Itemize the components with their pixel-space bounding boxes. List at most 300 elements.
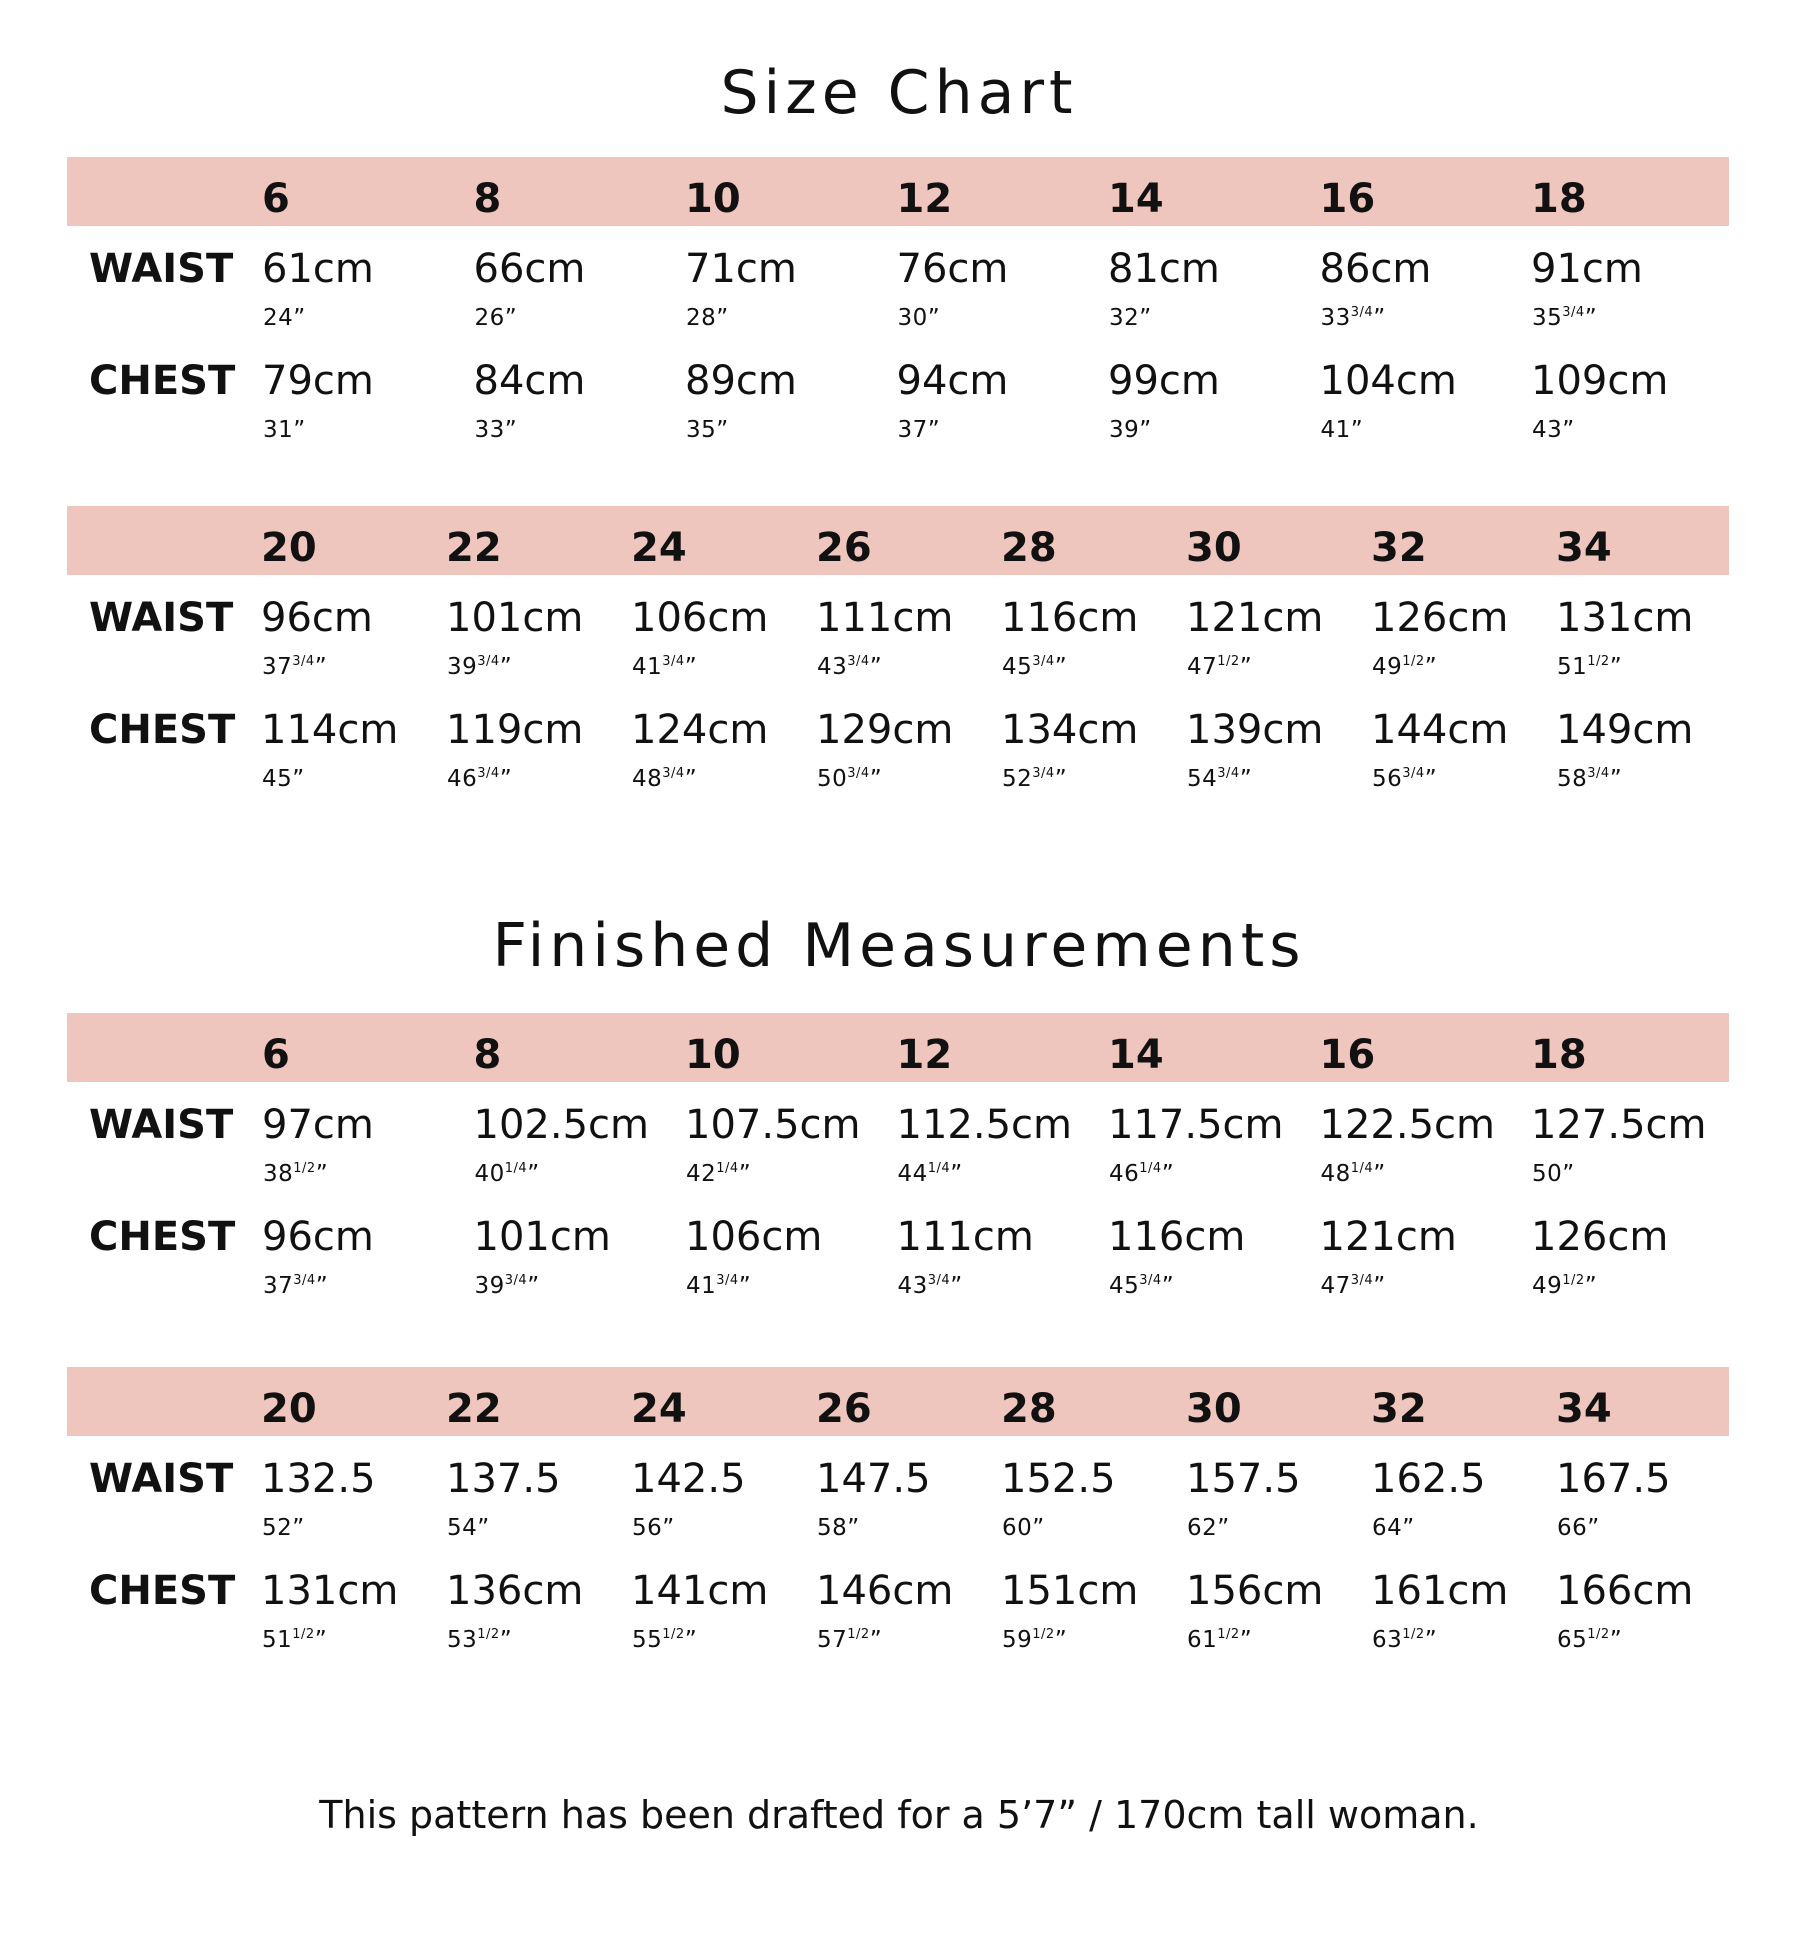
waist-cm-value: 121cm — [1186, 595, 1324, 641]
size-label: 14 — [1108, 1032, 1164, 1078]
size-label: 32 — [1371, 1386, 1427, 1432]
chest-inch-value — [1372, 1629, 1437, 1652]
size-chart-table-2 — [67, 506, 1729, 806]
waist-cm-value: 162.5 — [1371, 1456, 1486, 1502]
waist-cm-value: 111cm — [816, 595, 954, 641]
inch-mark: ” — [1424, 1627, 1438, 1653]
inch-mark: ” — [1402, 1515, 1415, 1541]
size-label: 34 — [1556, 525, 1612, 571]
waist-cm-value: 107.5cm — [685, 1102, 861, 1148]
inch-mark: ” — [1350, 417, 1364, 443]
waist-cm-value: 81cm — [1108, 246, 1220, 292]
chest-inch-value — [686, 419, 729, 442]
inch-fraction: 1/2 — [1562, 1273, 1585, 1288]
inch-fraction: 3/4 — [1350, 305, 1374, 320]
waist-label: WAIST — [89, 1102, 234, 1148]
inch-fraction: 3/4 — [292, 654, 315, 669]
chest-cm-value: 146cm — [816, 1568, 954, 1614]
inch-whole: 38 — [263, 1161, 294, 1187]
inch-whole: 41 — [632, 654, 663, 680]
inch-whole: 48 — [1320, 1161, 1351, 1187]
waist-inch-value — [1372, 656, 1437, 679]
waist-cm-value: 102.5cm — [473, 1102, 649, 1148]
size-label: 20 — [261, 1386, 317, 1432]
chest-cm-value: 156cm — [1186, 1568, 1324, 1614]
inch-fraction: 3/4 — [1587, 766, 1610, 781]
waist-inch-value — [1557, 656, 1622, 679]
waist-inch-value — [632, 656, 697, 679]
size-label: 12 — [896, 176, 953, 222]
inch-whole: 48 — [632, 766, 663, 792]
inch-whole: 56 — [1372, 766, 1403, 792]
inch-mark: ” — [504, 417, 518, 443]
inch-whole: 45 — [1109, 1273, 1140, 1299]
size-label: 16 — [1319, 176, 1376, 222]
waist-inch-value — [1109, 1163, 1174, 1186]
inch-whole: 46 — [1109, 1161, 1140, 1187]
waist-cm-value: 91cm — [1531, 246, 1643, 292]
size-label: 32 — [1371, 525, 1427, 571]
chest-cm-value: 149cm — [1556, 707, 1694, 753]
inch-whole: 49 — [1372, 654, 1403, 680]
inch-whole: 39 — [474, 1273, 505, 1299]
inch-mark: ” — [716, 417, 729, 443]
inch-mark: ” — [1609, 654, 1623, 680]
inch-whole: 35 — [686, 417, 717, 443]
inch-mark: ” — [1032, 1515, 1045, 1541]
inch-mark: ” — [1587, 1515, 1600, 1541]
inch-fraction: 1/2 — [1402, 1627, 1425, 1642]
inch-whole: 61 — [1187, 1627, 1218, 1653]
chest-cm-value: 101cm — [473, 1214, 611, 1260]
inch-mark: ” — [1139, 417, 1152, 443]
inch-mark: ” — [950, 1273, 963, 1299]
inch-fraction: 1/2 — [1217, 654, 1240, 669]
inch-whole: 45 — [262, 766, 293, 792]
inch-whole: 26 — [474, 305, 505, 331]
waist-cm-value: 71cm — [685, 246, 797, 292]
inch-fraction: 3/4 — [477, 766, 500, 781]
chest-inch-value — [1109, 419, 1152, 442]
inch-fraction: 1/2 — [1032, 1627, 1055, 1642]
waist-inch-value — [1321, 307, 1386, 330]
inch-whole: 54 — [447, 1515, 478, 1541]
waist-cm-value: 116cm — [1001, 595, 1139, 641]
inch-fraction: 1/2 — [293, 1161, 316, 1176]
inch-whole: 51 — [262, 1627, 293, 1653]
chest-inch-value — [262, 1629, 327, 1652]
waist-cm-value: 117.5cm — [1108, 1102, 1284, 1148]
waist-cm-value: 127.5cm — [1531, 1102, 1707, 1148]
waist-cm-value: 86cm — [1319, 246, 1432, 292]
size-label: 30 — [1186, 525, 1242, 571]
chest-inch-value — [262, 768, 305, 791]
size-chart-table-1 — [67, 157, 1729, 457]
inch-fraction: 1/2 — [292, 1627, 315, 1642]
chest-inch-value — [475, 419, 518, 442]
chest-cm-value: 166cm — [1556, 1568, 1694, 1614]
chest-inch-value — [1557, 768, 1622, 791]
waist-inch-value — [1187, 656, 1252, 679]
inch-whole: 50 — [817, 766, 848, 792]
inch-mark: ” — [1373, 1161, 1386, 1187]
chest-cm-value: 106cm — [685, 1214, 823, 1260]
size-label: 22 — [446, 1386, 502, 1432]
inch-mark: ” — [1424, 766, 1438, 792]
inch-whole: 54 — [1187, 766, 1218, 792]
size-label: 18 — [1531, 176, 1587, 222]
chest-cm-value: 131cm — [261, 1568, 399, 1614]
inch-fraction: 1/4 — [927, 1161, 951, 1176]
inch-mark: ” — [738, 1273, 752, 1299]
waist-cm-value: 96cm — [261, 595, 373, 641]
inch-mark: ” — [927, 417, 941, 443]
size-label: 22 — [446, 525, 502, 571]
inch-mark: ” — [314, 654, 328, 680]
inch-whole: 46 — [447, 766, 478, 792]
inch-mark: ” — [1161, 1161, 1175, 1187]
inch-mark: ” — [684, 766, 698, 792]
chest-inch-value — [632, 768, 697, 791]
inch-whole: 52 — [262, 1515, 293, 1541]
chest-inch-value — [632, 1629, 697, 1652]
waist-cm-value: 132.5 — [261, 1456, 376, 1502]
inch-whole: 37 — [897, 417, 928, 443]
inch-mark: ” — [1584, 1273, 1598, 1299]
size-label: 28 — [1001, 1386, 1057, 1432]
waist-cm-value: 61cm — [262, 246, 374, 292]
inch-fraction: 1/2 — [662, 1627, 685, 1642]
inch-whole: 24 — [263, 305, 294, 331]
inch-whole: 39 — [447, 654, 478, 680]
inch-fraction: 3/4 — [1032, 654, 1055, 669]
chest-cm-value: 151cm — [1001, 1568, 1139, 1614]
inch-mark: ” — [292, 766, 305, 792]
size-label: 34 — [1556, 1386, 1612, 1432]
chest-cm-value: 104cm — [1319, 358, 1457, 404]
waist-inch-value — [475, 307, 518, 330]
waist-inch-value — [1321, 1163, 1386, 1186]
chest-cm-value: 124cm — [631, 707, 769, 753]
finished-measurements-title: Finished Measurements — [492, 911, 1306, 981]
chest-cm-value: 79cm — [262, 358, 374, 404]
inch-mark: ” — [869, 1627, 883, 1653]
inch-whole: 49 — [1532, 1273, 1563, 1299]
inch-fraction: 3/4 — [1562, 305, 1585, 320]
size-label: 6 — [262, 176, 290, 222]
inch-mark: ” — [684, 1627, 698, 1653]
chest-inch-value — [475, 1275, 540, 1298]
inch-fraction: 3/4 — [847, 766, 870, 781]
inch-fraction: 3/4 — [847, 654, 870, 669]
chest-cm-value: 134cm — [1001, 707, 1139, 753]
waist-inch-value — [686, 1163, 751, 1186]
inch-whole: 45 — [1002, 654, 1033, 680]
waist-cm-value: 152.5 — [1001, 1456, 1116, 1502]
inch-whole: 37 — [263, 1273, 294, 1299]
waist-cm-value: 106cm — [631, 595, 769, 641]
waist-cm-value: 76cm — [896, 246, 1009, 292]
inch-fraction: 3/4 — [477, 654, 500, 669]
inch-whole: 39 — [1109, 417, 1140, 443]
inch-mark: ” — [292, 1515, 305, 1541]
size-label: 26 — [816, 525, 872, 571]
footnote-text: This pattern has been drafted for a 5’7” / 170cm tall woman. — [319, 1793, 1479, 1837]
inch-mark: ” — [1562, 417, 1575, 443]
inch-whole: 47 — [1187, 654, 1218, 680]
waist-inch-value — [817, 1517, 860, 1540]
size-label: 30 — [1186, 1386, 1242, 1432]
inch-mark: ” — [504, 305, 518, 331]
chest-inch-value — [447, 768, 512, 791]
inch-fraction: 3/4 — [1402, 766, 1425, 781]
waist-inch-value — [1002, 1517, 1045, 1540]
inch-fraction: 3/4 — [1139, 1273, 1162, 1288]
waist-label: WAIST — [89, 595, 234, 641]
chest-label: CHEST — [89, 1214, 236, 1260]
chest-cm-value: 99cm — [1108, 358, 1220, 404]
inch-mark: ” — [293, 305, 306, 331]
waist-inch-value — [262, 1517, 305, 1540]
waist-cm-value: 131cm — [1556, 595, 1694, 641]
chest-inch-value — [898, 419, 941, 442]
finished-measurements-table-1 — [67, 1013, 1729, 1313]
waist-inch-value — [1532, 1163, 1575, 1186]
size-chart-title: Size Chart — [720, 58, 1078, 128]
inch-fraction: 3/4 — [1032, 766, 1055, 781]
size-label: 26 — [816, 1386, 872, 1432]
chest-cm-value: 144cm — [1371, 707, 1509, 753]
inch-fraction: 3/4 — [662, 654, 685, 669]
waist-inch-value — [447, 1517, 490, 1540]
inch-whole: 51 — [1557, 654, 1588, 680]
chest-inch-value — [1372, 768, 1437, 791]
size-label: 28 — [1001, 525, 1057, 571]
inch-mark: ” — [1609, 766, 1623, 792]
inch-whole: 40 — [474, 1161, 505, 1187]
waist-cm-value: 101cm — [446, 595, 584, 641]
chest-cm-value: 136cm — [446, 1568, 584, 1614]
inch-mark: ” — [869, 766, 883, 792]
size-label: 8 — [473, 176, 502, 222]
chest-cm-value: 116cm — [1108, 1214, 1246, 1260]
inch-mark: ” — [1054, 654, 1068, 680]
chest-cm-value: 129cm — [816, 707, 954, 753]
waist-cm-value: 157.5 — [1186, 1456, 1301, 1502]
inch-mark: ” — [1373, 305, 1386, 331]
inch-mark: ” — [1584, 305, 1598, 331]
inch-fraction: 3/4 — [504, 1273, 528, 1288]
inch-mark: ” — [684, 654, 698, 680]
size-label: 10 — [685, 176, 741, 222]
chest-inch-value — [1109, 1275, 1174, 1298]
inch-mark: ” — [662, 1515, 675, 1541]
waist-cm-value: 122.5cm — [1319, 1102, 1495, 1148]
waist-cm-value: 147.5 — [816, 1456, 931, 1502]
inch-whole: 31 — [263, 417, 294, 443]
chest-inch-value — [1002, 1629, 1067, 1652]
inch-fraction: 1/4 — [1350, 1161, 1374, 1176]
inch-mark: ” — [1161, 1273, 1175, 1299]
chest-inch-value — [1532, 419, 1575, 442]
inch-whole: 57 — [817, 1627, 848, 1653]
waist-inch-value — [898, 1163, 963, 1186]
inch-whole: 58 — [817, 1515, 848, 1541]
inch-mark: ” — [1239, 766, 1253, 792]
inch-whole: 41 — [686, 1273, 717, 1299]
chest-cm-value: 111cm — [896, 1214, 1034, 1260]
inch-mark: ” — [847, 1515, 860, 1541]
chest-inch-value — [898, 1275, 963, 1298]
waist-inch-value — [447, 656, 512, 679]
chest-cm-value: 84cm — [473, 358, 586, 404]
chest-inch-value — [1557, 1629, 1622, 1652]
chest-label: CHEST — [89, 707, 236, 753]
inch-whole: 53 — [447, 1627, 478, 1653]
chest-inch-value — [263, 419, 306, 442]
waist-inch-value — [632, 1517, 675, 1540]
inch-mark: ” — [1054, 1627, 1068, 1653]
inch-whole: 32 — [1109, 305, 1140, 331]
inch-mark: ” — [527, 1161, 540, 1187]
inch-mark: ” — [499, 654, 513, 680]
inch-whole: 30 — [897, 305, 928, 331]
chest-inch-value — [1321, 419, 1364, 442]
chest-cm-value: 89cm — [685, 358, 797, 404]
inch-fraction: 3/4 — [927, 1273, 951, 1288]
chest-cm-value: 109cm — [1531, 358, 1669, 404]
waist-cm-value: 142.5 — [631, 1456, 746, 1502]
waist-label: WAIST — [89, 246, 234, 292]
waist-cm-value: 112.5cm — [896, 1102, 1072, 1148]
inch-mark: ” — [1239, 654, 1253, 680]
inch-mark: ” — [1562, 1161, 1575, 1187]
inch-mark: ” — [869, 654, 883, 680]
inch-fraction: 1/2 — [1217, 1627, 1240, 1642]
size-label: 14 — [1108, 176, 1164, 222]
inch-whole: 58 — [1557, 766, 1588, 792]
inch-mark: ” — [315, 1161, 329, 1187]
inch-mark: ” — [499, 1627, 513, 1653]
inch-mark: ” — [716, 305, 729, 331]
inch-whole: 37 — [262, 654, 293, 680]
inch-mark: ” — [1239, 1627, 1253, 1653]
inch-fraction: 3/4 — [1217, 766, 1240, 781]
inch-mark: ” — [1139, 305, 1152, 331]
inch-whole: 43 — [897, 1273, 928, 1299]
chest-cm-value: 94cm — [896, 358, 1009, 404]
inch-fraction: 3/4 — [662, 766, 685, 781]
inch-whole: 62 — [1187, 1515, 1218, 1541]
inch-whole: 43 — [817, 654, 848, 680]
inch-mark: ” — [1054, 766, 1068, 792]
waist-cm-value: 97cm — [262, 1102, 374, 1148]
size-label: 6 — [262, 1032, 290, 1078]
inch-fraction: 3/4 — [1350, 1273, 1374, 1288]
inch-whole: 60 — [1002, 1515, 1033, 1541]
waist-inch-value — [1109, 307, 1152, 330]
chest-cm-value: 96cm — [262, 1214, 374, 1260]
size-label: 12 — [896, 1032, 953, 1078]
inch-whole: 44 — [897, 1161, 928, 1187]
inch-mark: ” — [477, 1515, 490, 1541]
waist-inch-value — [1557, 1517, 1600, 1540]
size-label: 18 — [1531, 1032, 1587, 1078]
waist-inch-value — [475, 1163, 540, 1186]
waist-inch-value — [1002, 656, 1067, 679]
inch-mark: ” — [738, 1161, 752, 1187]
waist-inch-value — [1187, 1517, 1230, 1540]
inch-fraction: 3/4 — [716, 1273, 739, 1288]
chest-inch-value — [1532, 1275, 1597, 1298]
waist-cm-value: 167.5 — [1556, 1456, 1671, 1502]
waist-inch-value — [1532, 307, 1597, 330]
inch-whole: 47 — [1320, 1273, 1351, 1299]
waist-inch-value — [262, 656, 327, 679]
chest-cm-value: 121cm — [1319, 1214, 1457, 1260]
chest-inch-value — [1187, 1629, 1252, 1652]
inch-whole: 50 — [1532, 1161, 1563, 1187]
chest-inch-value — [1321, 1275, 1386, 1298]
waist-label: WAIST — [89, 1456, 234, 1502]
chest-label: CHEST — [89, 1568, 236, 1614]
inch-fraction: 3/4 — [293, 1273, 316, 1288]
size-label: 8 — [473, 1032, 502, 1078]
size-label: 24 — [631, 1386, 687, 1432]
inch-whole: 43 — [1532, 417, 1563, 443]
inch-fraction: 1/4 — [1139, 1161, 1162, 1176]
inch-whole: 65 — [1557, 1627, 1588, 1653]
size-label: 24 — [631, 525, 687, 571]
inch-whole: 66 — [1557, 1515, 1588, 1541]
chest-cm-value: 161cm — [1371, 1568, 1509, 1614]
waist-inch-value — [1372, 1517, 1415, 1540]
inch-mark: ” — [527, 1273, 540, 1299]
inch-whole: 55 — [632, 1627, 663, 1653]
waist-inch-value — [898, 307, 941, 330]
inch-mark: ” — [1424, 654, 1438, 680]
inch-whole: 42 — [686, 1161, 717, 1187]
inch-whole: 33 — [1320, 305, 1351, 331]
inch-fraction: 1/2 — [1402, 654, 1425, 669]
size-label: 20 — [261, 525, 317, 571]
chest-inch-value — [1187, 768, 1252, 791]
waist-cm-value: 137.5 — [446, 1456, 561, 1502]
inch-whole: 56 — [632, 1515, 663, 1541]
inch-fraction: 1/2 — [1587, 654, 1610, 669]
inch-fraction: 1/2 — [1587, 1627, 1610, 1642]
inch-fraction: 1/4 — [716, 1161, 739, 1176]
inch-mark: ” — [293, 417, 306, 443]
inch-mark: ” — [314, 1627, 328, 1653]
waist-inch-value — [263, 1163, 328, 1186]
inch-whole: 35 — [1532, 305, 1563, 331]
chest-cm-value: 119cm — [446, 707, 584, 753]
chest-cm-value: 141cm — [631, 1568, 769, 1614]
inch-mark: ” — [927, 305, 941, 331]
inch-whole: 52 — [1002, 766, 1033, 792]
chest-inch-value — [263, 1275, 328, 1298]
chest-inch-value — [1002, 768, 1067, 791]
chest-label: CHEST — [89, 358, 236, 404]
chest-inch-value — [686, 1275, 751, 1298]
inch-whole: 33 — [474, 417, 505, 443]
inch-mark: ” — [1217, 1515, 1230, 1541]
inch-mark: ” — [499, 766, 513, 792]
waist-cm-value: 126cm — [1371, 595, 1509, 641]
waist-inch-value — [263, 307, 306, 330]
inch-fraction: 1/2 — [477, 1627, 500, 1642]
